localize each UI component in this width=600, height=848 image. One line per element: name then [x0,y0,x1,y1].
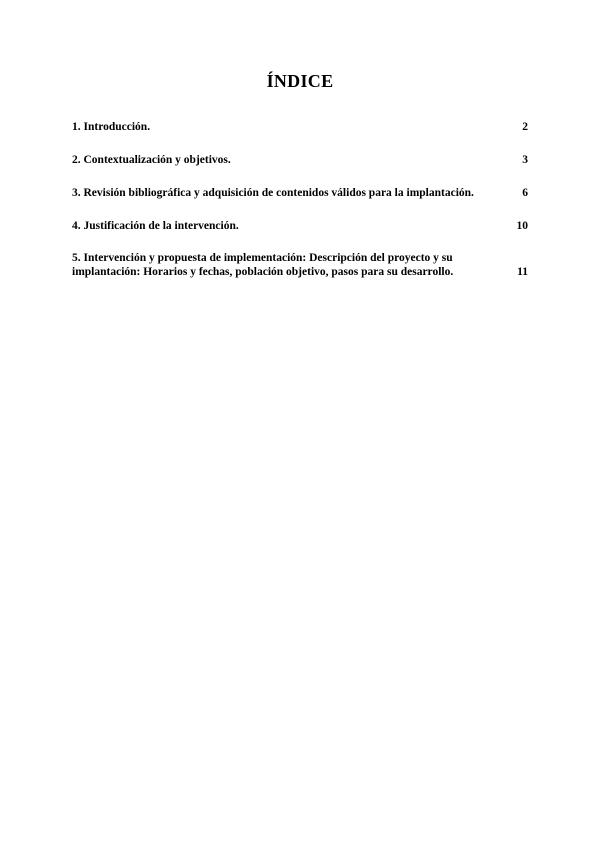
toc-entry-page-number: 2 [522,121,528,133]
toc-entry-justificacion [72,219,528,233]
toc-entry-text: 2. Contextualización y objetivos. [72,154,231,166]
toc-entry-page-number: 3 [522,154,528,166]
toc-entry-page-number: 6 [522,187,528,199]
toc-entry-introduccion [72,120,528,134]
toc-entry-text: 5. Intervención y propuesta de implementación: Descripción del proyecto y su implantación: Horarios y fechas, población objetivo, pasos para su desarrollo. [72,252,454,278]
toc-entry-text: 4. Justificación de la intervención. [72,220,239,232]
page-title: ÍNDICE [266,71,334,91]
toc-entry-page-number: 11 [517,266,528,278]
toc-entry-page-number: 10 [516,220,528,232]
toc-entry-revision-bibliografica [72,186,528,200]
toc-entry-text: 1. Introducción. [72,121,151,133]
toc-entry-intervencion [72,251,528,279]
toc-entry-text: 3. Revisión bibliográfica y adquisición de contenidos válidos para la implantación. [72,187,474,199]
toc-entry-contextualizacion [72,153,528,167]
